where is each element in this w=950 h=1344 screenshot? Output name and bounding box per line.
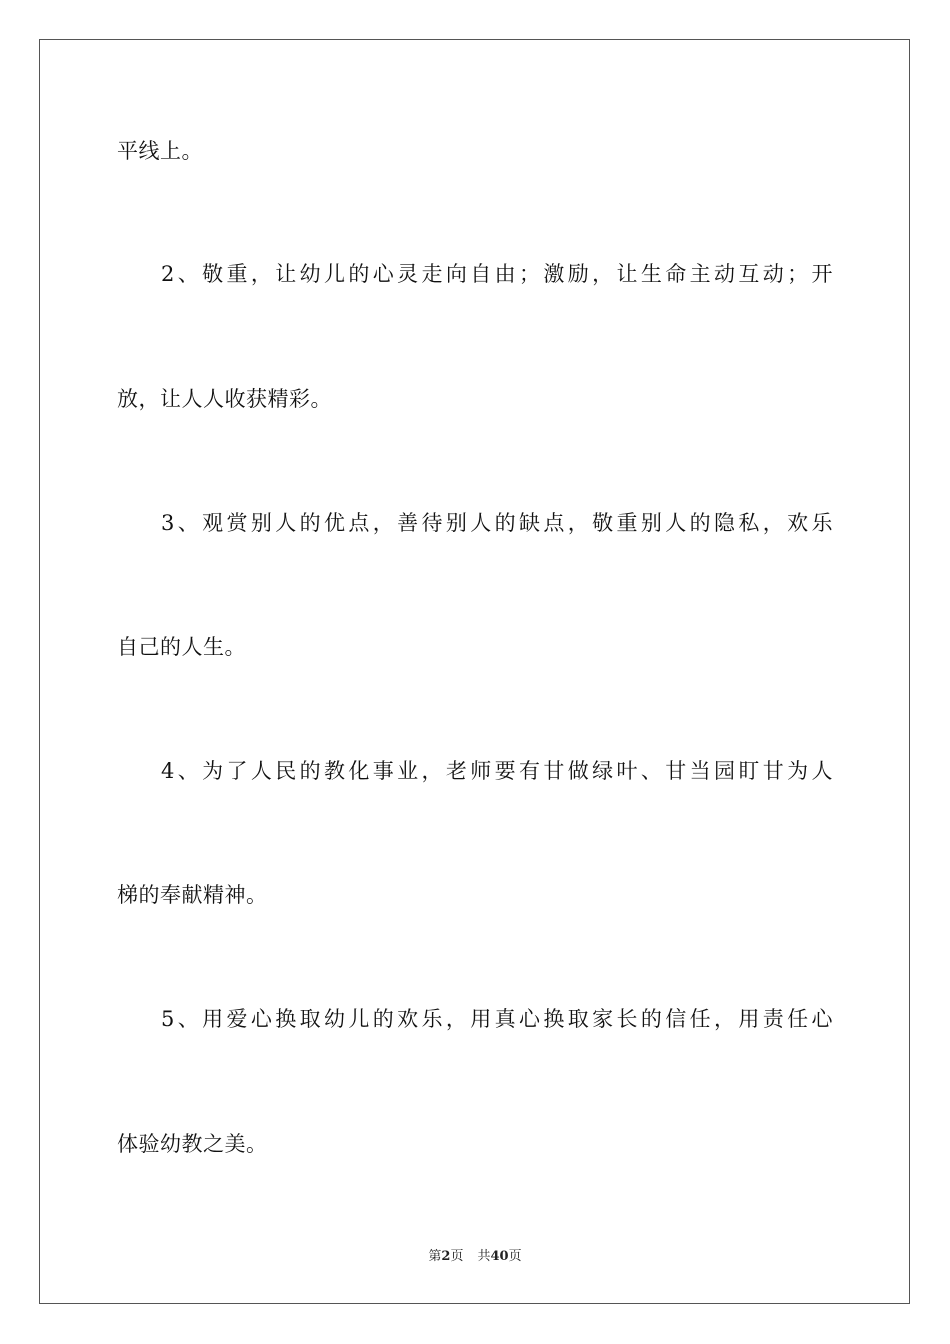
- text-line-4: 3、观赏别人的优点，善待别人的缺点，敬重别人的隐私，欢乐: [161, 511, 833, 535]
- text-line-9: 体验幼教之美。: [117, 1132, 268, 1156]
- page-border: [39, 39, 910, 1304]
- text-line-3: 放，让人人收获精彩。: [117, 387, 332, 411]
- text-line-5: 自己的人生。: [117, 635, 246, 659]
- page-footer: [0, 1249, 950, 1265]
- text-line-7: 梯的奉献精神。: [117, 883, 268, 907]
- footer-total-pages: 40: [490, 1249, 509, 1264]
- text-line-2: 2、敬重，让幼儿的心灵走向自由；激励，让生命主动互动；开: [161, 262, 833, 286]
- footer-page-suffix: 页: [450, 1249, 464, 1264]
- footer-total-prefix: 共: [477, 1249, 491, 1264]
- footer-page-number: 2: [441, 1249, 451, 1264]
- footer-total-suffix: 页: [508, 1249, 522, 1264]
- footer-page-prefix: 第: [428, 1249, 442, 1264]
- text-line-1: 平线上。: [117, 139, 203, 163]
- text-line-6: 4、为了人民的教化事业，老师要有甘做绿叶、甘当园盯甘为人: [161, 759, 833, 783]
- text-line-8: 5、用爱心换取幼儿的欢乐，用真心换取家长的信任，用责任心: [161, 1007, 833, 1031]
